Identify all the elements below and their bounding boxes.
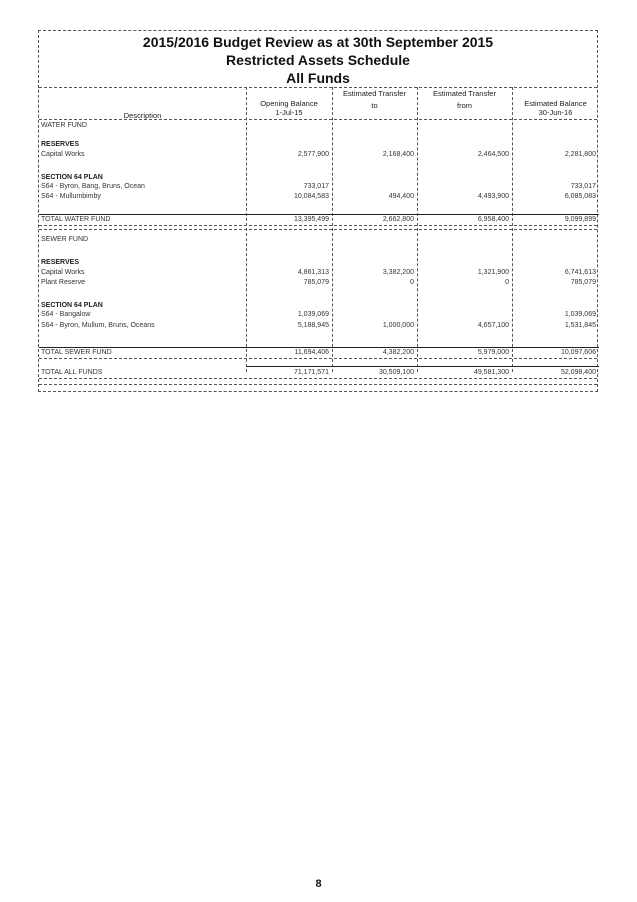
all-total-from: 49,581,300	[473, 369, 509, 376]
table-row-label: Capital Works	[41, 151, 85, 158]
report-title: 2015/2016 Budget Review as at 30th September 2015	[142, 34, 494, 50]
sewer-total-balance: 10,097,606	[560, 349, 596, 356]
all-total-opening: 71,171,571	[293, 369, 329, 376]
header-transfer-from: Estimated Transfer from	[433, 89, 496, 110]
sewer-total-to: 4,382,200	[382, 349, 414, 356]
sewer-plant-from: 0	[505, 279, 509, 286]
page-number: 8	[315, 878, 322, 890]
water-mullum-to: 494,400	[388, 193, 414, 200]
all-total-to: 30,509,100	[378, 369, 414, 376]
water-fund-label: WATER FUND	[41, 122, 87, 129]
water-capital-to: 2,168,400	[382, 151, 414, 158]
table-row-label: Capital Works	[41, 269, 85, 276]
sewer-s64-label: SECTION 64 PLAN	[41, 302, 103, 309]
water-capital-from: 2,464,500	[477, 151, 509, 158]
sewer-total-opening: 11,694,406	[294, 349, 329, 356]
header-divider	[39, 87, 597, 88]
sewer-byron-to: 1,000,000	[382, 322, 414, 329]
table-row-label: S64 - Mullumbimby	[41, 193, 101, 200]
sewer-capital-balance: 6,741,613	[564, 269, 596, 276]
sewer-fund-label: SEWER FUND	[41, 236, 89, 243]
table-row-label: S64 - Bangalow	[41, 311, 91, 318]
water-byron-opening: 733,017	[303, 183, 329, 190]
sewer-plant-balance: 785,079	[570, 279, 596, 286]
water-total-to: 2,662,800	[382, 216, 414, 223]
water-mullum-from: 4,493,900	[477, 193, 509, 200]
water-total-balance: 9,099,899	[564, 216, 596, 223]
all-total-label: TOTAL ALL FUNDS	[41, 369, 103, 376]
sewer-bangalow-balance: 1,039,069	[564, 311, 596, 318]
header-transfer-to: Estimated Transfer to	[343, 89, 406, 110]
sewer-plant-opening: 785,079	[303, 279, 329, 286]
water-capital-balance: 2,281,800	[564, 151, 596, 158]
header-opening: Opening Balance 1-Jul-15	[260, 99, 318, 117]
table-row-label: Plant Reserve	[41, 279, 85, 286]
sewer-byron-from: 4,657,100	[477, 322, 509, 329]
header-bottom-divider	[39, 119, 597, 120]
report-fund-scope: All Funds	[286, 70, 350, 86]
water-mullum-balance: 6,085,083	[564, 193, 596, 200]
sewer-capital-opening: 4,861,313	[297, 269, 329, 276]
sewer-bangalow-opening: 1,039,069	[297, 311, 329, 318]
table-row-label: S64 - Byron, Bang, Bruns, Ocean	[41, 183, 145, 190]
sewer-plant-to: 0	[410, 279, 414, 286]
sewer-byron-balance: 1,531,845	[564, 322, 596, 329]
sewer-total-label: TOTAL SEWER FUND	[41, 349, 112, 356]
water-capital-opening: 2,577,900	[297, 151, 329, 158]
report-subtitle: Restricted Assets Schedule	[226, 52, 410, 68]
water-byron-balance: 733,017	[570, 183, 596, 190]
sewer-total-from: 5,979,000	[477, 349, 509, 356]
total-rule	[246, 366, 599, 367]
schedule-table	[38, 30, 598, 392]
water-total-opening: 13,395,499	[293, 216, 329, 223]
header-estimated-balance: Estimated Balance 30-Jun-16	[524, 99, 587, 117]
header-description: Description	[123, 111, 162, 120]
sewer-reserves-label: RESERVES	[41, 259, 79, 266]
sewer-capital-to: 3,382,200	[382, 269, 414, 276]
section-divider	[39, 378, 597, 379]
all-total-balance: 52,098,400	[560, 369, 596, 376]
table-row-label: S64 - Byron, Mullum, Bruns, Oceans	[41, 322, 155, 329]
section-divider	[39, 384, 597, 385]
water-reserves-label: RESERVES	[41, 141, 79, 148]
water-total-label: TOTAL WATER FUND	[41, 216, 111, 223]
sewer-byron-opening: 5,188,945	[297, 322, 329, 329]
section-divider	[39, 229, 597, 230]
water-total-from: 6,958,400	[477, 216, 509, 223]
water-s64-label: SECTION 64 PLAN	[41, 174, 103, 181]
section-divider	[39, 225, 597, 226]
water-mullum-opening: 10,084,583	[293, 193, 329, 200]
section-divider	[39, 358, 597, 359]
sewer-capital-from: 1,321,900	[477, 269, 509, 276]
